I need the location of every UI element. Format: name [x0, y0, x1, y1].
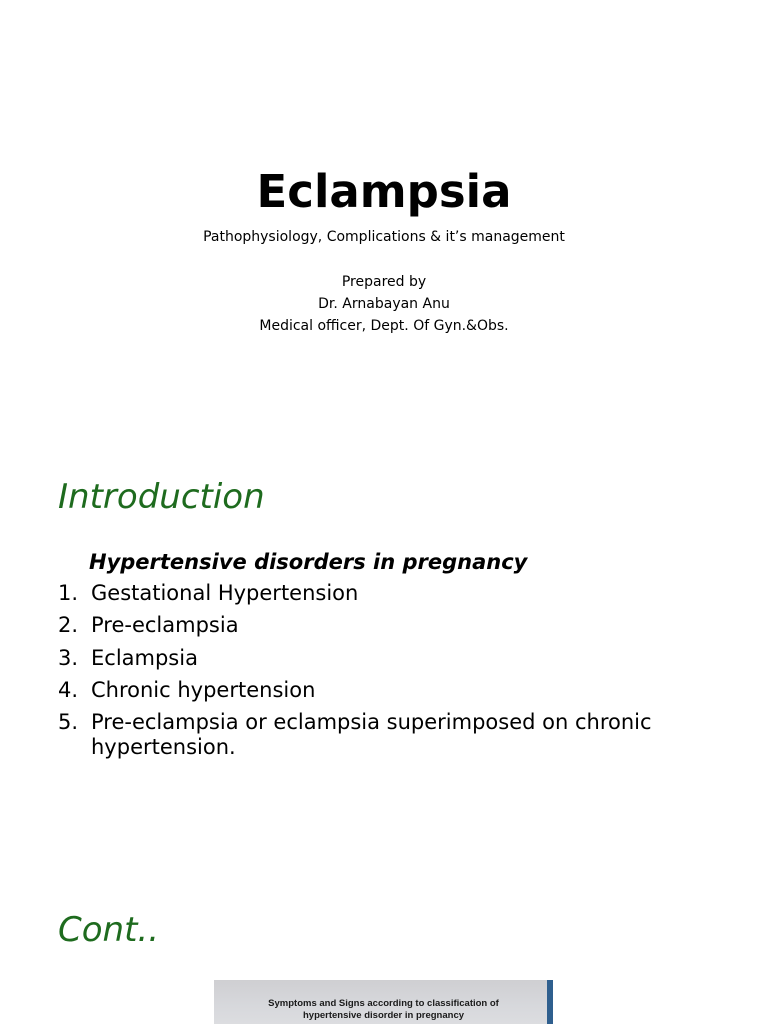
list-item-number: 4. — [58, 677, 79, 702]
list-item-number: 1. — [58, 581, 79, 605]
list-item — [58, 710, 718, 759]
prepared-by-label: Prepared by — [341, 274, 427, 290]
list-item-text: Pre-eclampsia — [91, 613, 239, 638]
introduction-heading: Introduction — [58, 477, 265, 517]
photo-caption-line1: Symptoms and Signs according to classification of — [268, 998, 499, 1009]
list-heading: Hypertensive disorders in pregnancy — [89, 550, 528, 574]
document-title: Eclampsia — [256, 165, 512, 218]
disorder-list — [58, 581, 718, 767]
credits-block — [0, 271, 768, 337]
list-item — [58, 581, 718, 606]
photo-caption-line2: hypertensive disorder in pregnancy — [302, 1010, 465, 1021]
list-item-number: 3. — [58, 645, 79, 670]
list-item — [58, 678, 718, 703]
author-position: Medical officer, Dept. Of Gyn.&Obs. — [259, 318, 509, 334]
list-item-number: 5. — [58, 710, 79, 735]
table-photo — [214, 980, 553, 1024]
list-item-text: Pre-eclampsia or eclampsia superimposed on chronic hypertension. — [91, 710, 652, 759]
list-item-text: Chronic hypertension — [91, 677, 316, 702]
cont-heading: Cont.. — [58, 910, 160, 950]
list-item — [58, 613, 718, 638]
list-item — [58, 646, 718, 671]
author-name: Dr. Arnabayan Anu — [318, 296, 450, 312]
document-subtitle: Pathophysiology, Complications & it’s management — [203, 229, 565, 245]
list-item-number: 2. — [58, 613, 79, 638]
list-item-text: Gestational Hypertension — [91, 581, 359, 605]
list-item-text: Eclampsia — [91, 645, 198, 670]
